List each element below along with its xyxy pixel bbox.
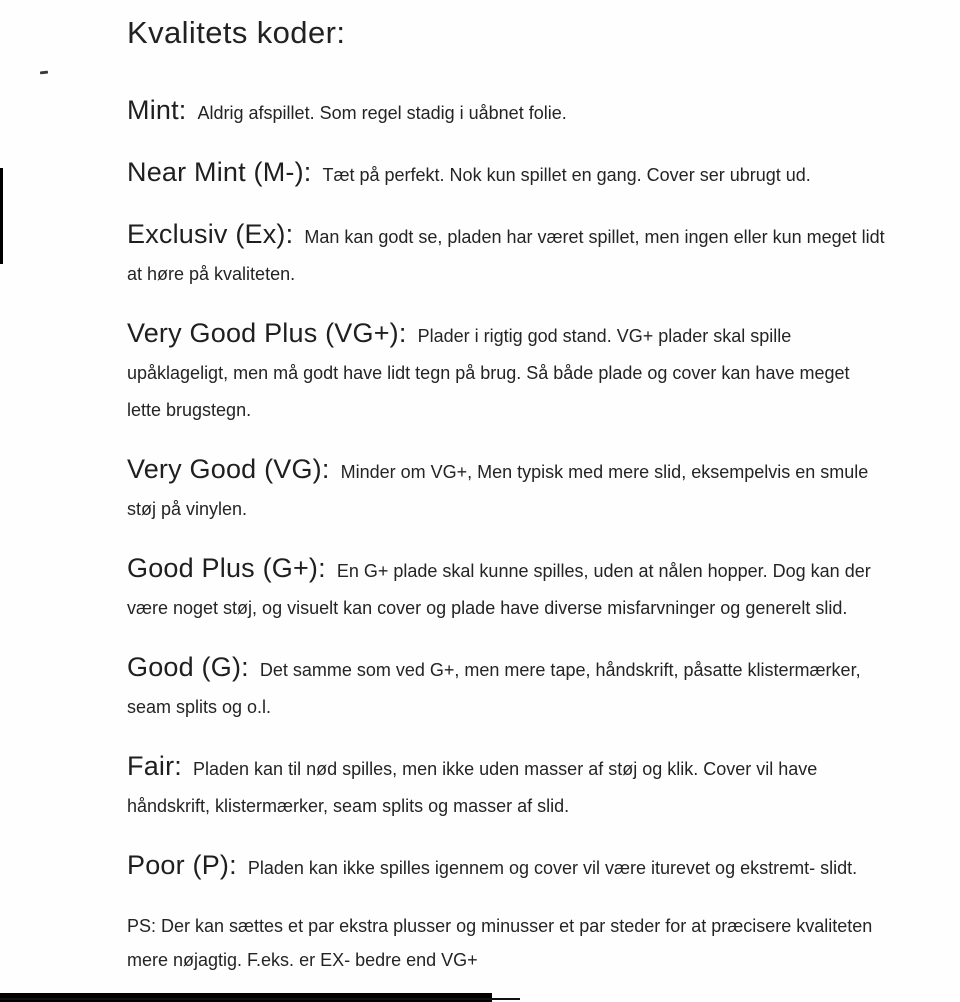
grade-entry-good-plus: [127, 550, 888, 627]
scan-artifact-bottom-line: [0, 998, 520, 1000]
grade-entry-very-good-plus: [127, 315, 888, 429]
grade-description-near-mint: Tæt på perfekt. Nok kun spillet en gang. Cover ser ubrugt ud.: [322, 165, 811, 185]
grade-label-fair: Fair:: [127, 751, 182, 781]
grade-label-mint: Mint:: [127, 95, 187, 125]
grade-label-exclusiv: Exclusiv (Ex):: [127, 219, 294, 249]
grade-entry-mint: [127, 92, 888, 132]
grade-entry-poor: [127, 847, 888, 887]
grade-description-mint: Aldrig afspillet. Som regel stadig i uåbnet folie.: [197, 103, 567, 123]
grade-description-very-good-plus: Plader i rigtig god stand. VG+ plader skal spille upåklageligt, men må godt have lidt tegn på brug. Så både plade og cover kan have meget lette brugstegn.: [127, 326, 850, 420]
grade-description-exclusiv: Man kan godt se, pladen har været spillet, men ingen eller kun meget lidt at høre på kvaliteten.: [127, 227, 885, 284]
page-title: Kvalitets koder:: [127, 15, 346, 50]
grade-description-good-plus: En G+ plade skal kunne spilles, uden at nålen hopper. Dog kan der være noget støj, og visuelt kan cover og plade have diverse misfarvninger og generelt slid.: [127, 561, 871, 618]
grade-description-poor: Pladen kan ikke spilles igennem og cover vil være iturevet og ekstremt- slidt.: [247, 858, 858, 878]
grade-entry-fair: [127, 748, 888, 825]
grade-label-poor: Poor (P):: [127, 850, 237, 880]
grade-label-very-good-plus: Very Good Plus (VG+):: [127, 318, 407, 348]
grade-entry-exclusiv: [127, 216, 888, 293]
grade-description-fair: Pladen kan til nød spilles, men ikke uden masser af støj og klik. Cover vil have håndskrift, klistermærker, seam splits og masser af slid.: [127, 759, 818, 816]
grade-label-very-good: Very Good (VG):: [127, 454, 330, 484]
grade-description-very-good: Minder om VG+, Men typisk med mere slid, eksempelvis en smule støj på vinylen.: [127, 462, 869, 519]
grade-label-near-mint: Near Mint (M-):: [127, 157, 312, 187]
grade-entry-good: [127, 649, 888, 726]
grade-label-good: Good (G):: [127, 652, 249, 682]
grade-label-good-plus: Good Plus (G+):: [127, 553, 326, 583]
ps-note: PS: Der kan sættes et par ekstra plusser og minusser et par steder for at præcisere kvaliteten mere nøjagtig. F.eks. er EX- bedre end VG+: [127, 916, 873, 970]
grade-entry-near-mint: [127, 154, 888, 194]
grade-description-good: Det samme som ved G+, men mere tape, håndskrift, påsatte klistermærker, seam splits og o.l.: [127, 660, 861, 717]
grade-entry-very-good: [127, 451, 888, 528]
